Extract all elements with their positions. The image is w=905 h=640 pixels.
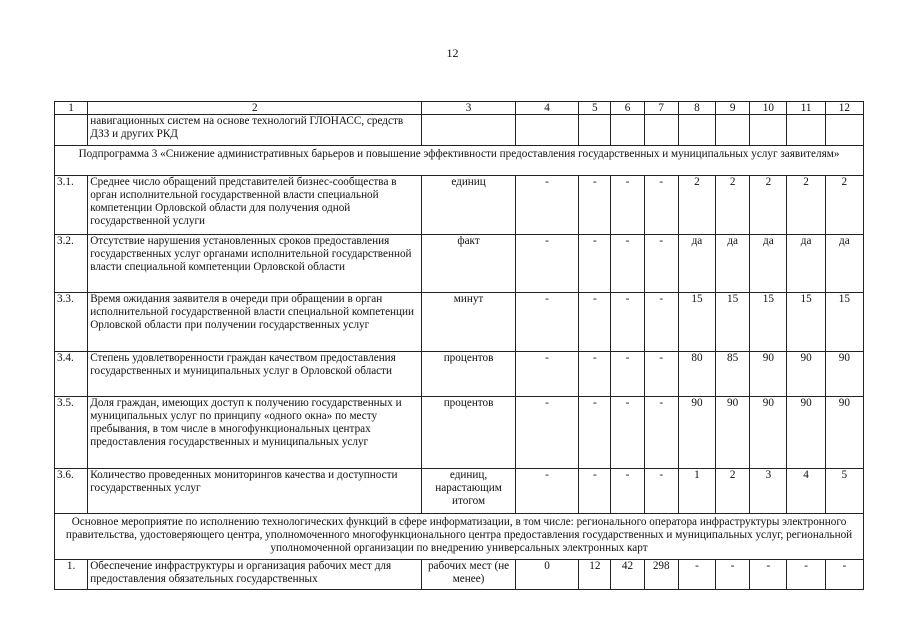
value-cell: -	[644, 293, 678, 352]
indicator-name: Доля граждан, имеющих доступ к получению государственных и муниципальных услуг по принципу «одного окна» по месту пребывания, в том числе в многофункциональных центрах предоставления государственных и муниципальных услуг	[88, 397, 422, 469]
value-cell: -	[787, 560, 825, 590]
header-cell: 8	[678, 102, 715, 115]
header-cell: 6	[611, 102, 644, 115]
value-cell: 2	[787, 176, 825, 235]
unit-cell: факт	[422, 235, 516, 293]
header-cell: 5	[579, 102, 611, 115]
row-number: 3.1.	[55, 176, 88, 235]
table-row	[55, 397, 864, 469]
page-number: 12	[446, 46, 459, 60]
value-cell: -	[750, 560, 787, 590]
unit-cell: минут	[422, 293, 516, 352]
value-cell: да	[787, 235, 825, 293]
value-cell: -	[515, 352, 578, 397]
header-cell: 1	[55, 102, 88, 115]
value-cell: 85	[716, 352, 750, 397]
indicator-name: Количество проведенных мониторингов качества и доступности государственных услуг	[88, 469, 422, 514]
value-cell: 15	[787, 293, 825, 352]
value-cell: -	[678, 560, 715, 590]
row-number: 3.5.	[55, 397, 88, 469]
value-cell: -	[644, 352, 678, 397]
unit-cell: единиц, нарастающим итогом	[422, 469, 516, 514]
table-row	[55, 176, 864, 235]
indicators-table	[54, 101, 864, 590]
value-cell: 12	[579, 560, 611, 590]
value-cell: -	[644, 235, 678, 293]
value-cell: -	[611, 176, 644, 235]
value-cell: -	[579, 235, 611, 293]
value-cell: -	[611, 397, 644, 469]
value-cell: -	[611, 352, 644, 397]
value-cell: 90	[787, 397, 825, 469]
value-cell: 2	[825, 176, 863, 235]
header-cell: 10	[750, 102, 787, 115]
value-cell: -	[644, 397, 678, 469]
value-cell: 42	[611, 560, 644, 590]
value-cell: -	[579, 352, 611, 397]
row-number	[55, 115, 88, 146]
indicator-name: навигационных систем на основе технологий ГЛОНАСС, средств ДЗЗ и других РКД	[88, 115, 422, 146]
value-cell: -	[611, 469, 644, 514]
header-cell: 11	[787, 102, 825, 115]
value-cell: 4	[787, 469, 825, 514]
value-cell: 90	[716, 397, 750, 469]
value-cell: да	[750, 235, 787, 293]
value-cell: да	[716, 235, 750, 293]
header-cell: 12	[825, 102, 863, 115]
value-cell: -	[825, 560, 863, 590]
header-cell: 3	[422, 102, 516, 115]
value-cell: -	[515, 235, 578, 293]
indicator-name: Степень удовлетворенности граждан качеством предоставления государственных и муниципальных услуг в Орловской области	[88, 352, 422, 397]
header-cell: 4	[515, 102, 578, 115]
value-cell: -	[515, 469, 578, 514]
indicator-name: Отсутствие нарушения установленных сроков предоставления государственных услуг органами исполнительной государственной власти специальной компетенции Орловской области	[88, 235, 422, 293]
value-cell: 1	[678, 469, 715, 514]
value-cell: -	[579, 397, 611, 469]
value-cell: -	[716, 560, 750, 590]
value-cell: 298	[644, 560, 678, 590]
value-cell: 90	[750, 352, 787, 397]
value-cell: 2	[678, 176, 715, 235]
indicator-name: Обеспечение инфраструктуры и организация рабочих мест для предоставления обязательных государственных	[88, 560, 422, 590]
unit-cell: процентов	[422, 397, 516, 469]
value-cell: 2	[750, 176, 787, 235]
subprogram-row	[55, 146, 864, 176]
value-cell: 5	[825, 469, 863, 514]
value-cell: да	[825, 235, 863, 293]
value-cell: 90	[787, 352, 825, 397]
continuation-row	[55, 115, 864, 146]
value-cell: 15	[678, 293, 715, 352]
table-row	[55, 469, 864, 514]
value-cell: -	[579, 176, 611, 235]
value-cell: -	[515, 176, 578, 235]
value-cell: -	[515, 397, 578, 469]
main-activity-title: Основное мероприятие по исполнению технологических функций в сфере информатизации, в том числе: регионального оператора инфраструктуры электронного правительства, удостоверяющего центра, уполномоченного многофункционального центра предоставления государственных и муниципальных услуг, региональной уполномоченной организации по внедрению универсальных электронных карт	[55, 514, 864, 560]
header-row	[55, 102, 864, 115]
value-cell: 90	[678, 397, 715, 469]
indicator-name: Время ожидания заявителя в очереди при обращении в орган исполнительной государственной власти специальной компетенции Орловской области при получении государственных услуг	[88, 293, 422, 352]
unit-cell: рабочих мест (не менее)	[422, 560, 516, 590]
row-number: 3.4.	[55, 352, 88, 397]
unit-cell: единиц	[422, 176, 516, 235]
main-activity-row	[55, 514, 864, 560]
value-cell: 15	[716, 293, 750, 352]
value-cell: 80	[678, 352, 715, 397]
unit-cell: процентов	[422, 352, 516, 397]
header-cell: 9	[716, 102, 750, 115]
table-row	[55, 560, 864, 590]
value-cell: 90	[750, 397, 787, 469]
value-cell: 15	[825, 293, 863, 352]
value-cell: 15	[750, 293, 787, 352]
row-number: 3.3.	[55, 293, 88, 352]
value-cell: -	[644, 469, 678, 514]
value-cell: 0	[515, 560, 578, 590]
value-cell: -	[579, 293, 611, 352]
table-row	[55, 235, 864, 293]
value-cell: -	[611, 293, 644, 352]
value-cell: -	[611, 235, 644, 293]
value-cell: 3	[750, 469, 787, 514]
indicator-name: Среднее число обращений представителей бизнес-сообщества в орган исполнительной государственной власти специальной компетенции Орловской области для получения одной государственной услуги	[88, 176, 422, 235]
row-number: 1.	[55, 560, 88, 590]
value-cell: -	[644, 176, 678, 235]
header-cell: 7	[644, 102, 678, 115]
row-number: 3.2.	[55, 235, 88, 293]
table-row	[55, 352, 864, 397]
value-cell: да	[678, 235, 715, 293]
value-cell: 2	[716, 469, 750, 514]
value-cell: -	[579, 469, 611, 514]
value-cell: 2	[716, 176, 750, 235]
value-cell: 90	[825, 352, 863, 397]
header-cell: 2	[88, 102, 422, 115]
value-cell: 90	[825, 397, 863, 469]
table-row	[55, 293, 864, 352]
row-number: 3.6.	[55, 469, 88, 514]
value-cell: -	[515, 293, 578, 352]
subprogram-title: Подпрограмма 3 «Снижение административных барьеров и повышение эффективности предоставления государственных и муниципальных услуг заявителям»	[55, 146, 864, 176]
